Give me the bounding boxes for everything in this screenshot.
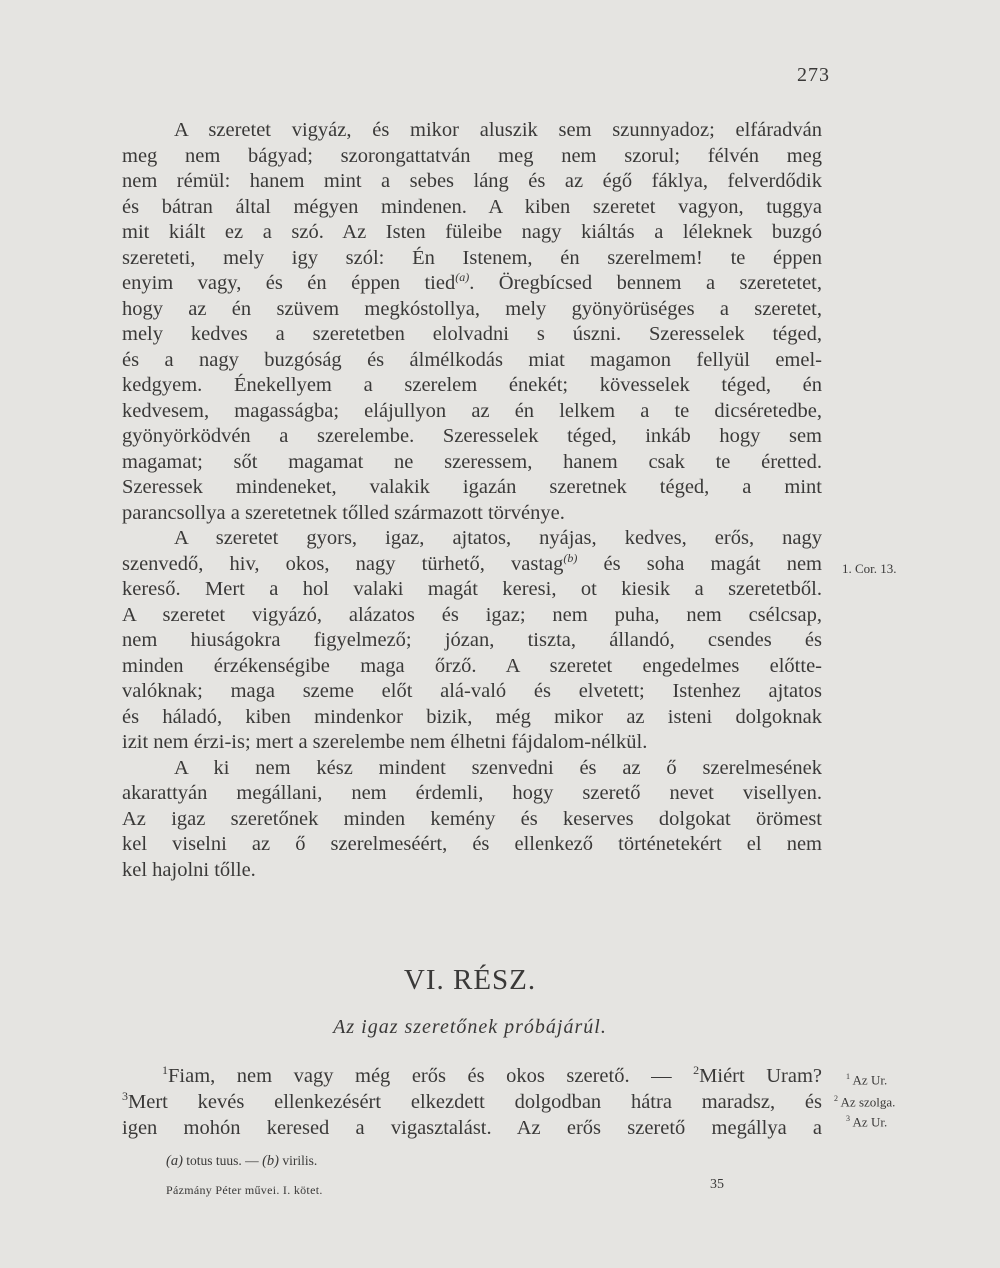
verse-number: 3 — [122, 1089, 128, 1103]
text-segment: enyim vagy, és én éppen tied — [122, 272, 456, 294]
text-line: hogy az én szüvem megkóstollya, mely gyönyörüséges a szeretet, — [122, 297, 822, 320]
margin-note-1 — [846, 1072, 887, 1088]
margin-note-number: 2 — [834, 1094, 838, 1103]
text-line — [122, 1089, 822, 1115]
text-line: mit kiált ez a szó. Az Isten füleibe nagy kiáltás a léleknek buzgó — [122, 221, 822, 243]
text-line: A ki nem kész mindent szenvedni és az ő szerelmesének — [174, 756, 822, 779]
text-line: parancsollya a szeretetnek tőlled származott törvénye. — [122, 501, 565, 524]
text-line: nem hiuságokra figyelmező; józan, tiszta, állandó, csendes és — [122, 629, 822, 651]
text-line: magamat; sőt magamat ne szeressem, hanem csak te éretted. — [122, 450, 822, 473]
text-segment: . Öregbícsed bennem a szeretetet, — [469, 272, 822, 294]
text-segment: Miért Uram? — [699, 1065, 822, 1087]
text-line: és a nagy buzgóság és álmélkodás miat magamon fellyül emel- — [122, 348, 822, 371]
text-line: kel viselni az ő szerelmeséért, és ellenkező történetekért el nem — [122, 833, 822, 855]
text-line: és bátran által mégyen mindenen. A kiben szeretet vagyon, tuggya — [122, 195, 822, 218]
text-line: gyönyörködvén a szerelembe. Szeresselek téged, inkáb hogy sem — [122, 425, 822, 447]
footnotes — [166, 1153, 317, 1170]
text-line: igen mohón keresed a vigasztalást. Az erős szerető megállya a — [122, 1117, 822, 1139]
text-segment: Mert kevés ellenkezésért elkezdett dolgodban hátra maradsz, és — [128, 1091, 822, 1113]
footnote-label-a: (a) — [166, 1153, 183, 1169]
section-title: VI. RÉSZ. — [403, 964, 537, 996]
text-line: kereső. Mert a hol valaki magát keresi, ot kiesik a szeretetből. — [122, 578, 822, 600]
text-line: Szeressek mindeneket, valakik igazán szeretnek téged, a mint — [122, 476, 822, 498]
margin-note-number: 3 — [846, 1114, 850, 1123]
margin-note-text: Az szolga. — [840, 1094, 896, 1110]
text-segment: és soha magát nem — [577, 552, 822, 575]
imprint-line: Pázmány Péter művei. I. kötet. — [166, 1183, 323, 1197]
text-line: Az igaz szeretőnek minden kemény és keserves dolgokat örömest — [122, 807, 822, 830]
text-line: A szeretet vigyázó, alázatos és igaz; nem puha, nem csélcsap, — [122, 603, 822, 626]
page-number: 273 — [797, 64, 830, 86]
margin-note-3 — [846, 1114, 887, 1130]
footnote-text-a: totus tuus. — — [182, 1153, 263, 1168]
text-line: nem rémül: hanem mint a sebes láng és az égő fáklya, felverdődik — [122, 170, 822, 192]
text-line — [122, 271, 822, 297]
text-line: szereteti, mely igy szól: Én Istenem, én szerelmem! te éppen — [122, 246, 822, 269]
verse-number: 2 — [693, 1063, 700, 1077]
footnote-label-b: (b) — [262, 1153, 279, 1169]
margin-note-text: Az Ur. — [852, 1114, 888, 1130]
text-segment: szenvedő, hiv, okos, nagy türhető, vastag — [122, 552, 564, 575]
text-line: kedvesem, magasságba; elájullyon az én lelkem a te dicséretedbe, — [122, 399, 822, 422]
margin-note-2 — [834, 1094, 895, 1110]
body-text — [122, 118, 822, 883]
verse-number: 1 — [162, 1063, 168, 1077]
section-subtitle: Az igaz szeretőnek próbájárúl. — [333, 1016, 607, 1038]
text-line — [122, 1063, 822, 1089]
footnote-text-b: virilis. — [278, 1153, 318, 1168]
text-line: minden érzékenségibe maga őrző. A szeretet engedelmes előtte- — [122, 654, 822, 677]
text-line: valóknak; maga szeme előt alá-való és elvetett; Istenhez ajtatos — [122, 680, 822, 702]
margin-note-cor: 1. Cor. 13. — [842, 561, 897, 576]
text-line: akarattyán megállani, nem érdemli, hogy szerető nevet visellyen. — [122, 782, 822, 804]
signature-number: 35 — [710, 1177, 724, 1192]
text-line: mely kedves a szeretetben elolvadni s úszni. Szeresselek téged, — [122, 323, 822, 345]
footnote-mark-b: (b) — [563, 550, 578, 565]
text-line: A szeretet vigyáz, és mikor aluszik sem szunnyadoz; elfáradván — [174, 119, 822, 141]
text-line: és háladó, kiben mindenkor bizik, még mikor az isteni dolgoknak — [122, 705, 822, 728]
text-line: A szeretet gyors, igaz, ajtatos, nyájas, kedves, erős, nagy — [174, 527, 822, 549]
text-line: izit nem érzi-is; mert a szerelembe nem élhetni fájdalom-nélkül. — [122, 731, 648, 753]
text-line: meg nem bágyad; szorongattatván meg nem szorul; félvén meg — [122, 144, 822, 167]
margin-note-text: Az Ur. — [852, 1072, 888, 1088]
text-segment: Fiam, nem vagy még erős és okos szerető. — — [168, 1065, 694, 1087]
text-line: kedgyem. Énekellyem a szerelem énekét; kövesselek téged, én — [122, 374, 822, 396]
footnote-mark-a: (a) — [455, 270, 470, 284]
margin-note-number: 1 — [846, 1072, 850, 1081]
text-line — [122, 552, 822, 578]
chapter-text — [122, 1063, 822, 1141]
text-line: kel hajolni tőlle. — [122, 858, 256, 881]
